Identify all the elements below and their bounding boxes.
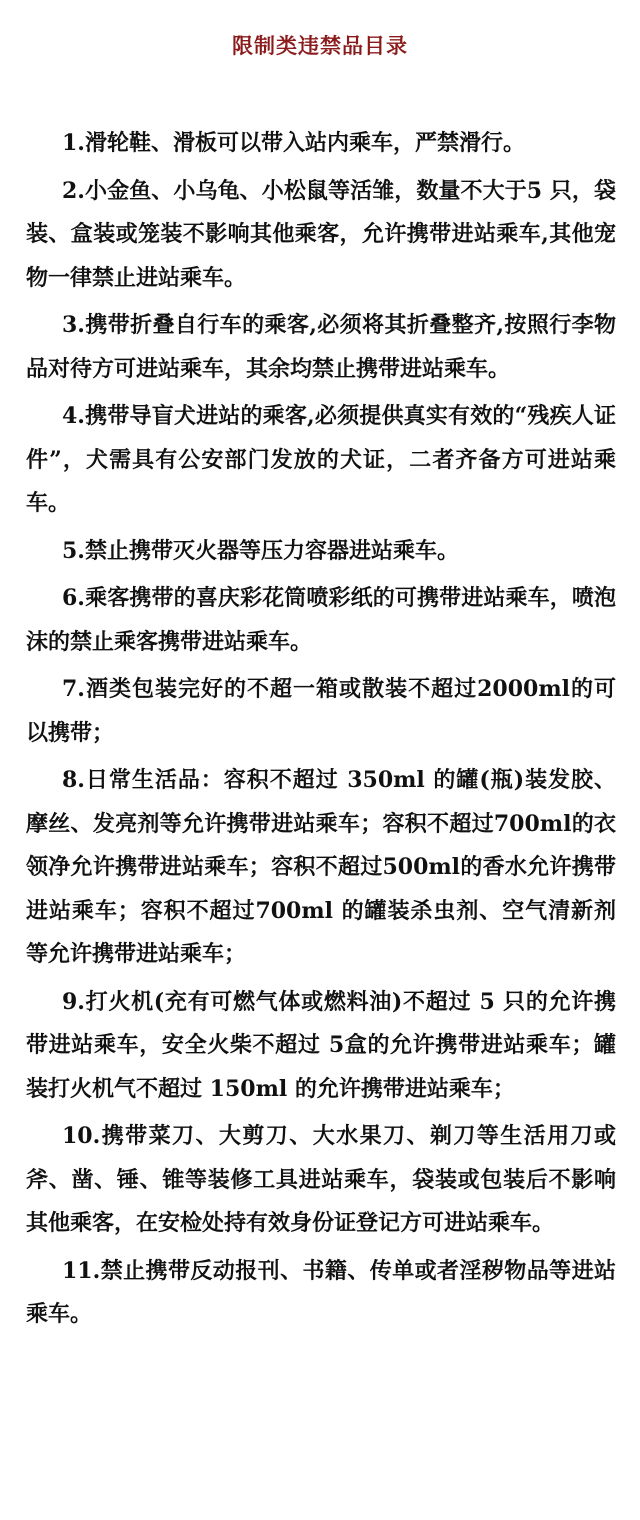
rule-item-8: 8.日常生活品：容积不超过 350ml 的罐(瓶)装发胶、摩丝、发亮剂等允许携带进站乘车；容积不超过700ml的衣领净允许携带进站乘车；容积不超过500ml的香水允许携带进站乘车；容积不超过700ml 的罐装杀虫剂、空气清新剂等允许携带进站乘车； bbox=[26, 767, 616, 967]
rule-item-1: 1.滑轮鞋、滑板可以带入站内乘车，严禁滑行。 bbox=[62, 130, 525, 156]
rule-item-4: 4.携带导盲犬进站的乘客,必须提供真实有效的“残疾人证件”，犬需具有公安部门发放的犬证，二者齐备方可进站乘车。 bbox=[26, 403, 616, 516]
rule-item-3: 3.携带折叠自行车的乘客,必须将其折叠整齐,按照行李物品对待方可进站乘车，其余均禁止携带进站乘车。 bbox=[26, 312, 616, 382]
rule-item-11: 11.禁止携带反动报刊、书籍、传单或者淫秽物品等进站乘车。 bbox=[26, 1257, 616, 1327]
rule-item-5: 5.禁止携带灭火器等压力容器进站乘车。 bbox=[62, 537, 459, 564]
rule-item-7: 7.酒类包装完好的不超一箱或散装不超过2000ml的可以携带； bbox=[26, 676, 616, 746]
rule-item-10: 10.携带菜刀、大剪刀、大水果刀、剃刀等生活用刀或斧、凿、锤、锥等装修工具进站乘车，袋装或包装后不影响其他乘客，在安检处持有效身份证登记方可进站乘车。 bbox=[26, 1123, 616, 1236]
rule-item-6: 6.乘客携带的喜庆彩花筒喷彩纸的可携带进站乘车，喷泡沫的禁止乘客携带进站乘车。 bbox=[26, 585, 616, 655]
rule-item-2: 2.小金鱼、小乌龟、小松鼠等活雏，数量不大于5 只，袋装、盒装或笼装不影响其他乘客，允许携带进站乘车,其他宠物一律禁止进站乘车。 bbox=[26, 177, 616, 291]
page-title: 限制类违禁品目录 bbox=[232, 34, 408, 58]
rule-item-9: 9.打火机(充有可燃气体或燃料油)不超过 5 只的允许携带进站乘车，安全火柴不超过 5盒的允许携带进站乘车；罐装打火机气不超过 150ml 的允许携带进站乘车； bbox=[26, 988, 616, 1102]
rules-list bbox=[26, 122, 616, 1341]
